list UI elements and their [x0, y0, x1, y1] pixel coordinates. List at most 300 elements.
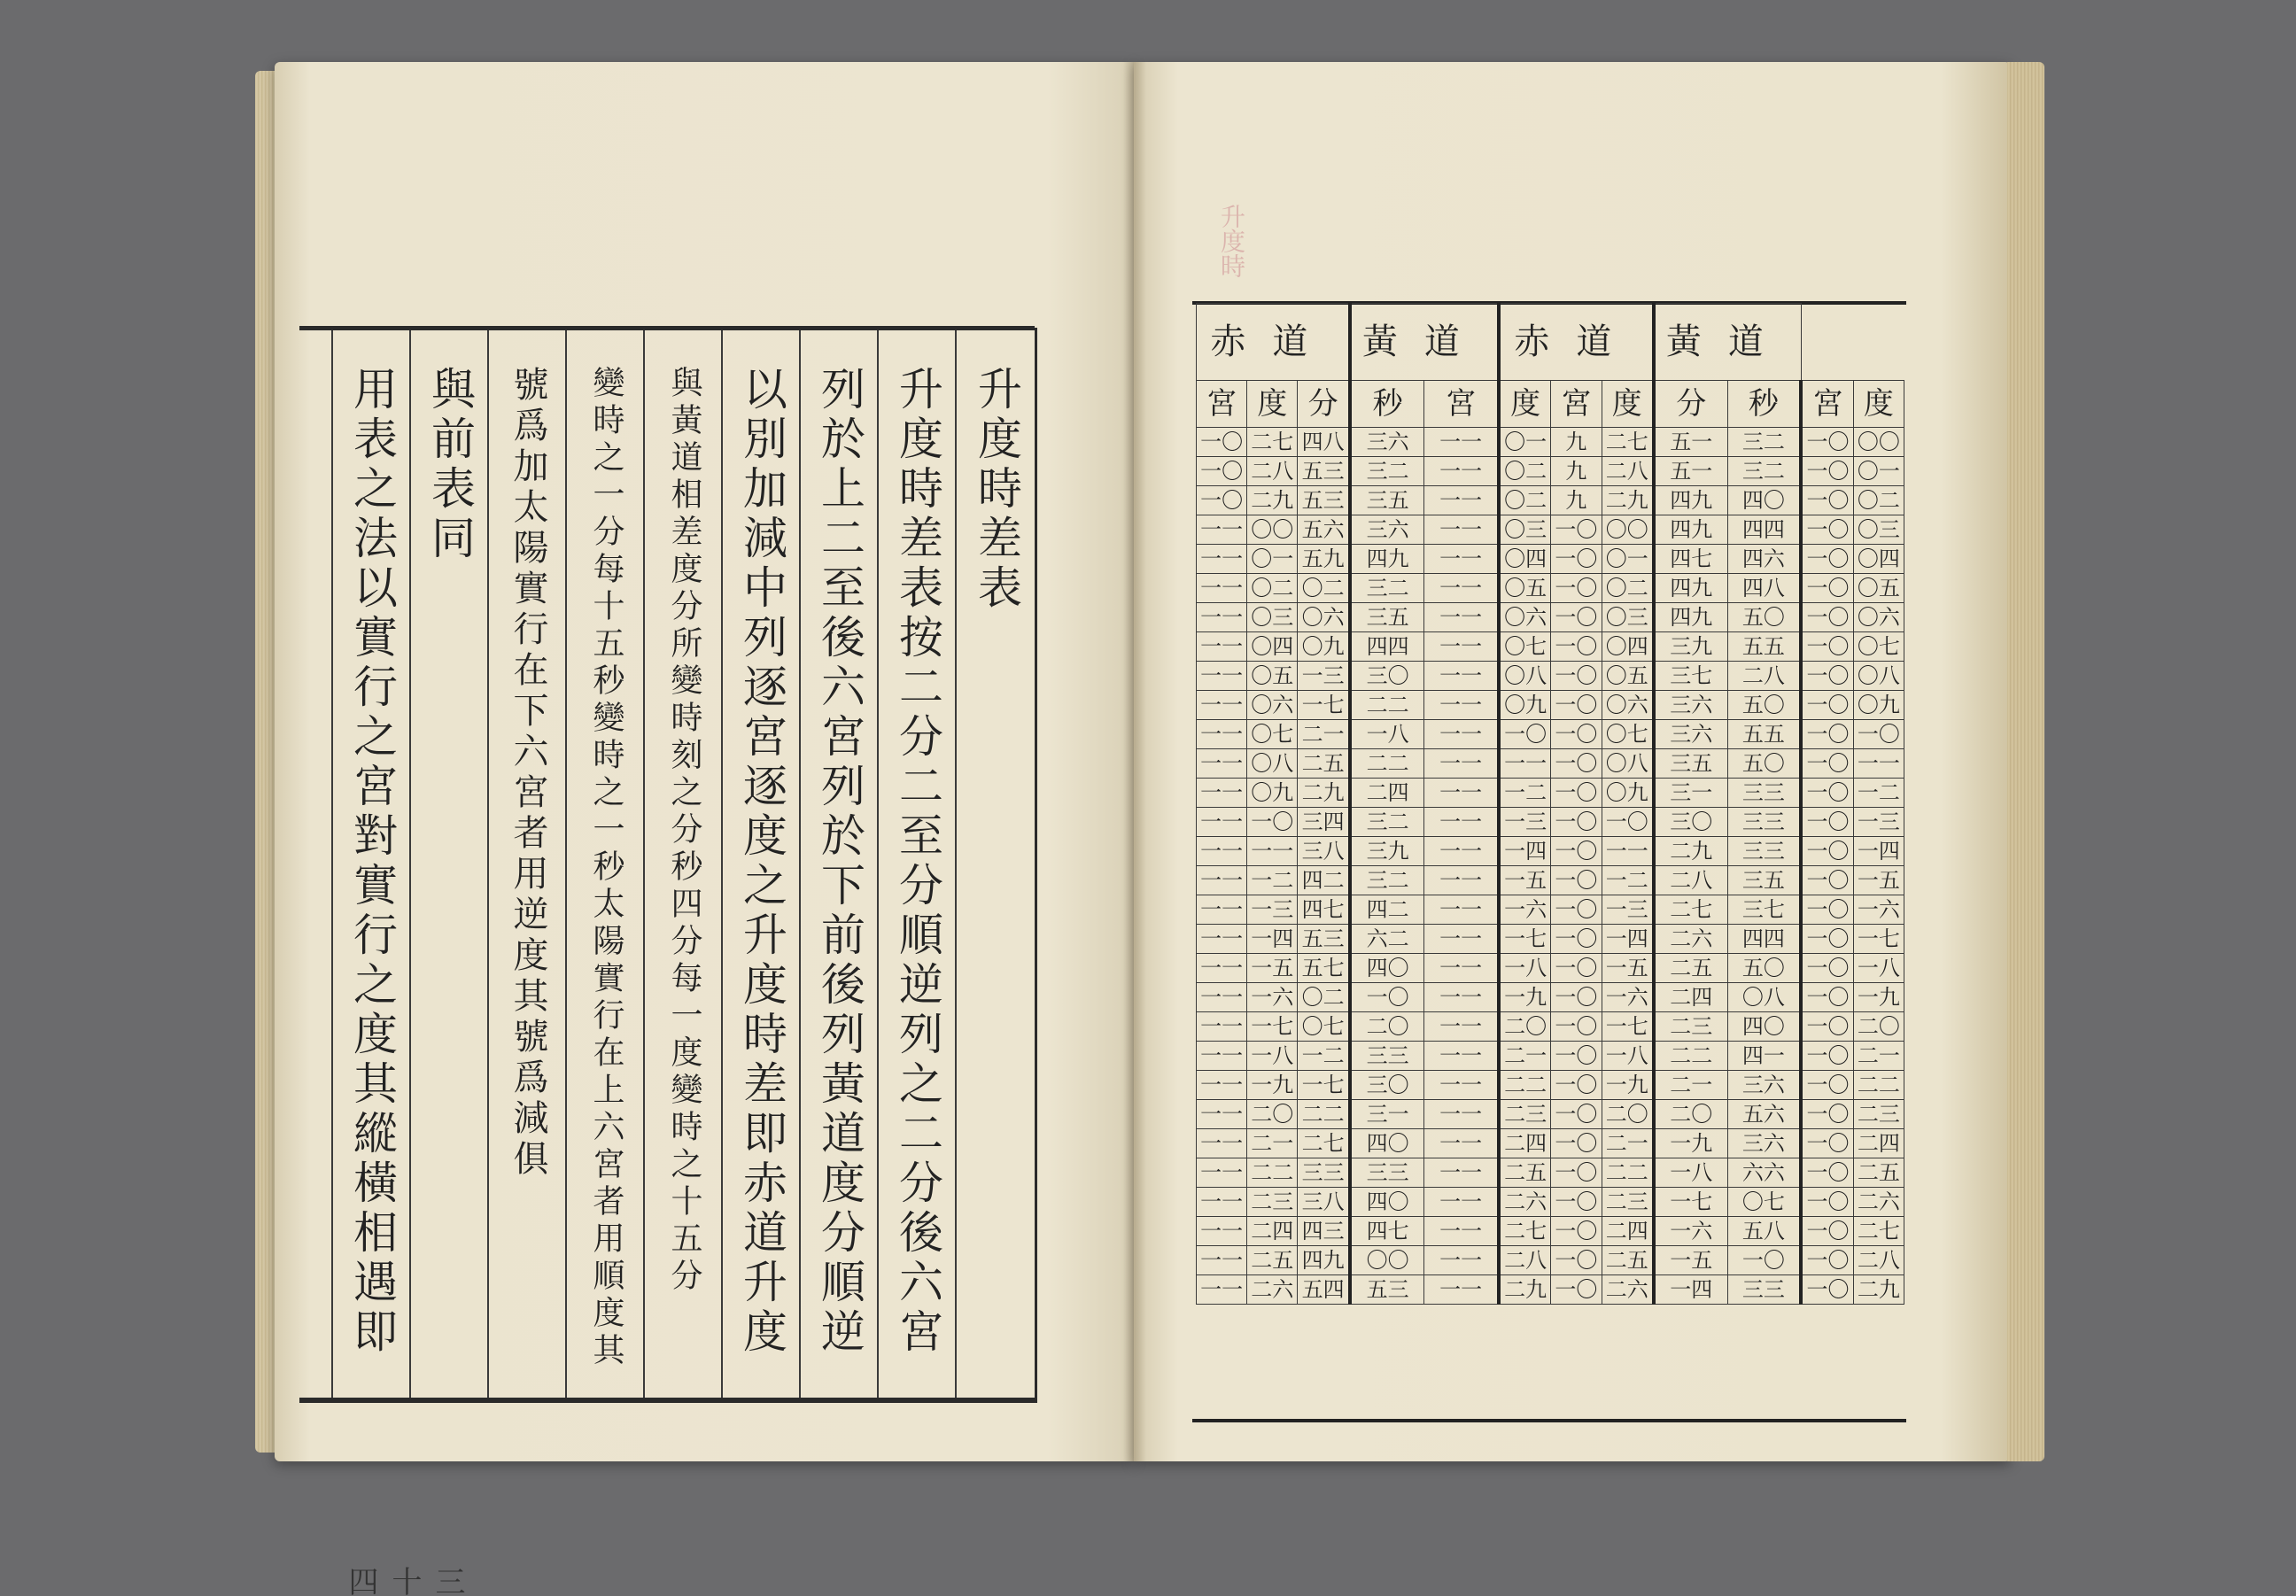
table-cell: 五七 [1298, 954, 1350, 983]
table-cell: 二四 [1654, 983, 1727, 1012]
table-cell: 二七 [1499, 1217, 1551, 1246]
table-cell: 一〇 [1801, 1158, 1853, 1188]
table-cell: 四七 [1654, 545, 1727, 574]
table-cell: 三三 [1727, 808, 1801, 837]
table-cell: 一二 [1853, 779, 1904, 808]
table-cell: 四二 [1298, 866, 1350, 895]
table-cell: 一〇 [1551, 662, 1602, 691]
table-cell: 一九 [1499, 983, 1551, 1012]
table-cell: 一三 [1853, 808, 1904, 837]
table-cell: 三五 [1350, 486, 1424, 515]
table-row [1197, 895, 1904, 925]
table-cell: 二一 [1298, 720, 1350, 749]
table-row [1197, 720, 1904, 749]
table-cell: 三一 [1350, 1100, 1424, 1129]
table-cell: 一〇 [1551, 603, 1602, 632]
table-cell: 二〇 [1654, 1100, 1727, 1129]
table-cell: 一一 [1197, 925, 1247, 954]
table-cell: 〇二 [1602, 574, 1654, 603]
table-cell: 四〇 [1350, 954, 1424, 983]
column-text: 與黃道相差度分所變時刻之分秒四分每一度變時之十五分 [666, 366, 702, 1296]
table-cell: 一〇 [1551, 837, 1602, 866]
table-cell: 一一 [1424, 837, 1499, 866]
table-cell: 九 [1551, 428, 1602, 457]
table-cell: 三九 [1350, 837, 1424, 866]
table-cell: 九 [1551, 486, 1602, 515]
table-cell: 三七 [1654, 662, 1727, 691]
table-cell: 一〇 [1801, 1246, 1853, 1275]
table-cell: 一五 [1853, 866, 1904, 895]
table-row [1197, 486, 1904, 515]
table-cell: 一五 [1602, 954, 1654, 983]
table-cell: 一六 [1602, 983, 1654, 1012]
table-cell: 二三 [1602, 1188, 1654, 1217]
table-cell: 〇二 [1499, 457, 1551, 486]
table-cell: 一一 [1424, 925, 1499, 954]
table-cell: 二八 [1499, 1246, 1551, 1275]
table-cell: 一〇 [1551, 632, 1602, 662]
table-cell: 一一 [1197, 866, 1247, 895]
table-cell: 一〇 [1801, 895, 1853, 925]
table-cell: 一〇 [1551, 720, 1602, 749]
table-cell: 三六 [1350, 428, 1424, 457]
table-row [1197, 779, 1904, 808]
table-cell: 〇六 [1499, 603, 1551, 632]
table-cell: 一二 [1499, 779, 1551, 808]
table-cell: 一一 [1197, 1188, 1247, 1217]
table-cell: 〇七 [1727, 1188, 1801, 1217]
table-cell: 一四 [1247, 925, 1298, 954]
table-cell: 一一 [1197, 691, 1247, 720]
table-cell: 三〇 [1350, 1071, 1424, 1100]
table-cell: 二一 [1247, 1129, 1298, 1158]
table-cell: 一一 [1424, 895, 1499, 925]
table-cell: 二〇 [1350, 1012, 1424, 1042]
folio-number: 三十四 [343, 1566, 465, 1596]
column-text: 列於上二至後六宮列於下前後列黃道度分順逆 [814, 366, 865, 1358]
table-cell: 五四 [1298, 1275, 1350, 1305]
table-cell: 五八 [1727, 1217, 1801, 1246]
table-cell: 一〇 [1801, 662, 1853, 691]
text-column [487, 330, 567, 1400]
table-group-header-row [1197, 304, 1904, 381]
table-cell: 〇〇 [1350, 1246, 1424, 1275]
table-cell: 二七 [1602, 428, 1654, 457]
table-cell: 一八 [1499, 954, 1551, 983]
table-row [1197, 1129, 1904, 1158]
table-cell: 五一 [1654, 457, 1727, 486]
text-column [409, 330, 489, 1400]
table-cell: 一一 [1424, 457, 1499, 486]
table-cell: 一〇 [1602, 808, 1654, 837]
table-cell: 四四 [1727, 925, 1801, 954]
table-cell: 一〇 [1801, 1071, 1853, 1100]
table-cell: 〇九 [1298, 632, 1350, 662]
table-cell: 〇三 [1853, 515, 1904, 545]
table-cell: 一二 [1602, 866, 1654, 895]
table-cell: 二六 [1247, 1275, 1298, 1305]
table-cell: 一一 [1197, 1012, 1247, 1042]
table-cell: 一一 [1424, 779, 1499, 808]
table-cell: 一一 [1197, 720, 1247, 749]
table-cell: 一七 [1298, 1071, 1350, 1100]
column-text: 用表之法以實行之宮對實行之度其縱橫相遇即 [346, 366, 398, 1358]
table-cell: 二七 [1298, 1129, 1350, 1158]
column-text: 變時之一分每十五秒變時之一秒太陽實行在上六宮者用順度其 [588, 366, 624, 1370]
table-body [1197, 428, 1904, 1305]
table-cell: 一〇 [1801, 632, 1853, 662]
table-cell: 一〇 [1801, 1275, 1853, 1305]
table-cell: 一三 [1247, 895, 1298, 925]
table-cell: 一〇 [1197, 457, 1247, 486]
table-cell: 〇二 [1247, 574, 1298, 603]
table-cell: 二七 [1654, 895, 1727, 925]
table-cell: 三三 [1727, 837, 1801, 866]
table-cell: 一一 [1424, 545, 1499, 574]
table-cell: 一〇 [1551, 895, 1602, 925]
table-cell: 一一 [1197, 1100, 1247, 1129]
table-cell: 一一 [1197, 808, 1247, 837]
table-cell: 一〇 [1551, 691, 1602, 720]
table-cell: 一〇 [1551, 1100, 1602, 1129]
table-cell: 二二 [1350, 749, 1424, 779]
table-cell: 一一 [1424, 662, 1499, 691]
table-cell: 三三 [1350, 1158, 1424, 1188]
table-cell: 〇〇 [1853, 428, 1904, 457]
table-cell: 三三 [1727, 779, 1801, 808]
table-cell: 二一 [1499, 1042, 1551, 1071]
table-cell: 一〇 [1801, 603, 1853, 632]
table-cell: 〇一 [1602, 545, 1654, 574]
table-cell: 一〇 [1551, 1246, 1602, 1275]
table-cell: 〇八 [1247, 749, 1298, 779]
table-cell: 一六 [1247, 983, 1298, 1012]
table-row [1197, 1071, 1904, 1100]
table-cell: 二〇 [1602, 1100, 1654, 1129]
table-cell: 一一 [1424, 866, 1499, 895]
table-row [1197, 545, 1904, 574]
table-cell: 三三 [1727, 1275, 1801, 1305]
table-cell: 一〇 [1801, 1188, 1853, 1217]
table-cell: 一一 [1424, 1188, 1499, 1217]
table-cell: 四六 [1727, 545, 1801, 574]
table-cell: 一〇 [1551, 1158, 1602, 1188]
table-cell: 三〇 [1654, 808, 1727, 837]
table-cell: 四七 [1350, 1217, 1424, 1246]
table-cell: 二八 [1727, 662, 1801, 691]
column-text: 升度時差表 [971, 366, 1022, 614]
table-cell: 四九 [1654, 574, 1727, 603]
table-cell: 四八 [1727, 574, 1801, 603]
table-row [1197, 837, 1904, 866]
table-cell: 二〇 [1853, 1012, 1904, 1042]
table-cell: 二三 [1247, 1188, 1298, 1217]
table-row [1197, 1012, 1904, 1042]
table-cell: 三四 [1298, 808, 1350, 837]
table-cell: 四一 [1727, 1042, 1801, 1071]
table-cell: 二四 [1350, 779, 1424, 808]
left-page [275, 62, 1134, 1596]
table-cell: 三二 [1727, 428, 1801, 457]
table-cell: 一〇 [1551, 983, 1602, 1012]
table-cell: 一〇 [1801, 574, 1853, 603]
table-cell: 一一 [1197, 632, 1247, 662]
table-cell: 四〇 [1727, 486, 1801, 515]
table-cell: 〇八 [1727, 983, 1801, 1012]
table-cell: 一〇 [1551, 925, 1602, 954]
table-cell: 〇六 [1298, 603, 1350, 632]
table-row [1197, 574, 1904, 603]
table-row [1197, 749, 1904, 779]
subheader: 度 [1247, 381, 1298, 428]
table-cell: 一〇 [1551, 574, 1602, 603]
table-cell: 一四 [1853, 837, 1904, 866]
table-cell: 一九 [1853, 983, 1904, 1012]
table-cell: 〇四 [1247, 632, 1298, 662]
table-cell: 一九 [1654, 1129, 1727, 1158]
table-cell: 六二 [1350, 925, 1424, 954]
table-cell: 〇七 [1247, 720, 1298, 749]
table-row [1197, 1042, 1904, 1071]
table-cell: 一〇 [1801, 954, 1853, 983]
table-cell: 一〇 [1551, 545, 1602, 574]
table-cell: 一一 [1197, 1246, 1247, 1275]
table-cell: 一一 [1424, 749, 1499, 779]
table-cell: 〇四 [1499, 545, 1551, 574]
table-cell: 一〇 [1551, 1217, 1602, 1246]
table-cell: 二五 [1247, 1246, 1298, 1275]
table-cell: 二二 [1853, 1071, 1904, 1100]
table-cell: 一一 [1424, 691, 1499, 720]
table-cell: 〇三 [1602, 603, 1654, 632]
table-cell: 二三 [1853, 1100, 1904, 1129]
table-cell: 一一 [1424, 1042, 1499, 1071]
table-cell: 一一 [1424, 1217, 1499, 1246]
table-cell: 五三 [1298, 925, 1350, 954]
table-cell: 四九 [1350, 545, 1424, 574]
table-cell: 一〇 [1551, 779, 1602, 808]
table-cell: 一六 [1853, 895, 1904, 925]
table-cell: 一四 [1654, 1275, 1727, 1305]
table-cell: 五〇 [1727, 691, 1801, 720]
subheader: 秒 [1727, 381, 1801, 428]
table-cell: 三三 [1350, 1042, 1424, 1071]
table-cell: 一一 [1424, 720, 1499, 749]
subheader: 分 [1298, 381, 1350, 428]
table-cell: 一一 [1424, 1129, 1499, 1158]
table-cell: 一〇 [1801, 1217, 1853, 1246]
table-cell: 〇七 [1853, 632, 1904, 662]
table-cell: 一二 [1298, 1042, 1350, 1071]
table-row [1197, 1275, 1904, 1305]
table-row [1197, 428, 1904, 457]
table-cell: 四九 [1298, 1246, 1350, 1275]
table-cell: 三八 [1298, 1188, 1350, 1217]
subheader: 度 [1602, 381, 1654, 428]
table-cell: 二六 [1499, 1188, 1551, 1217]
table-cell: 五九 [1298, 545, 1350, 574]
table-cell: 一〇 [1551, 1012, 1602, 1042]
column-text: 以別加減中列逐宮逐度之升度時差即赤道升度 [736, 366, 787, 1358]
table-cell: 一〇 [1551, 1129, 1602, 1158]
table-cell: 一一 [1197, 779, 1247, 808]
table-cell: 五三 [1298, 457, 1350, 486]
table-row [1197, 866, 1904, 895]
table-cell: 一〇 [1801, 720, 1853, 749]
table-cell: 四八 [1298, 428, 1350, 457]
ascension-difference-table [1196, 303, 1904, 1305]
book-edge-right [2007, 62, 2044, 1461]
table-cell: 四九 [1654, 515, 1727, 545]
group-header: 黃道 [1654, 304, 1801, 381]
table-cell: 〇六 [1853, 603, 1904, 632]
table-cell: 一〇 [1551, 1188, 1602, 1217]
table-cell: 二一 [1654, 1071, 1727, 1100]
table-cell: 一一 [1197, 954, 1247, 983]
table-cell: 一〇 [1801, 749, 1853, 779]
table-cell: 一六 [1654, 1217, 1727, 1246]
table-cell: 一〇 [1350, 983, 1424, 1012]
table-cell: 三二 [1350, 866, 1424, 895]
table-cell: 二一 [1853, 1042, 1904, 1071]
table-row [1197, 1100, 1904, 1129]
table-cell: 一七 [1654, 1188, 1727, 1217]
table-subheader-row [1197, 381, 1904, 428]
table-cell: 一五 [1499, 866, 1551, 895]
table-cell: 六六 [1727, 1158, 1801, 1188]
table-cell: 二八 [1853, 1246, 1904, 1275]
text-column [643, 330, 723, 1400]
table-cell: 二七 [1853, 1217, 1904, 1246]
table-cell: 三三 [1298, 1158, 1350, 1188]
table-cell: 一八 [1654, 1158, 1727, 1188]
table-cell: 一一 [1197, 1071, 1247, 1100]
table-cell: 一七 [1853, 925, 1904, 954]
table-cell: 五三 [1298, 486, 1350, 515]
table-cell: 一〇 [1801, 691, 1853, 720]
table-cell: 二八 [1654, 866, 1727, 895]
table-cell: 三〇 [1350, 662, 1424, 691]
text-column [955, 330, 1036, 1400]
table-cell: 一四 [1602, 925, 1654, 954]
table-cell: 一一 [1197, 1042, 1247, 1071]
table-row [1197, 662, 1904, 691]
subheader: 度 [1853, 381, 1904, 428]
table-cell: 一一 [1197, 895, 1247, 925]
table-cell: 一六 [1499, 895, 1551, 925]
table-row [1197, 1217, 1904, 1246]
table-cell: 四〇 [1350, 1188, 1424, 1217]
table-cell: 一一 [1424, 1275, 1499, 1305]
table-cell: 三八 [1298, 837, 1350, 866]
table-cell: 三六 [1654, 691, 1727, 720]
table-cell: 一〇 [1801, 1129, 1853, 1158]
table-cell: 一〇 [1801, 428, 1853, 457]
table-cell: 〇八 [1602, 749, 1654, 779]
text-column [721, 330, 801, 1400]
subheader: 分 [1654, 381, 1727, 428]
table-row [1197, 1188, 1904, 1217]
table-cell: 一三 [1602, 895, 1654, 925]
table-cell: 一〇 [1801, 1100, 1853, 1129]
table-cell: 一一 [1424, 983, 1499, 1012]
table-cell: 一〇 [1197, 486, 1247, 515]
subheader: 秒 [1350, 381, 1424, 428]
table-cell: 一八 [1853, 954, 1904, 983]
table-cell: 〇五 [1499, 574, 1551, 603]
table-cell: 一八 [1602, 1042, 1654, 1071]
table-cell: 一一 [1424, 428, 1499, 457]
group-header: 赤道 [1499, 304, 1654, 381]
table-cell: 〇一 [1853, 457, 1904, 486]
table-cell: 三一 [1654, 779, 1727, 808]
table-cell: 三五 [1654, 749, 1727, 779]
table-cell: 二四 [1499, 1129, 1551, 1158]
table-cell: 二六 [1853, 1188, 1904, 1217]
table-cell: 〇二 [1499, 486, 1551, 515]
table-cell: 二三 [1654, 1012, 1727, 1042]
table-row [1197, 1246, 1904, 1275]
table-cell: 〇九 [1499, 691, 1551, 720]
table-cell: 一一 [1197, 837, 1247, 866]
table-cell: 一一 [1499, 749, 1551, 779]
table-cell: 二八 [1602, 457, 1654, 486]
table-cell: 一三 [1499, 808, 1551, 837]
table-cell: 二九 [1499, 1275, 1551, 1305]
table-cell: 四四 [1727, 515, 1801, 545]
text-column [877, 330, 957, 1400]
table-cell: 〇四 [1853, 545, 1904, 574]
table-cell: 四三 [1298, 1217, 1350, 1246]
table-cell: 一七 [1247, 1012, 1298, 1042]
table-cell: 一七 [1602, 1012, 1654, 1042]
table-cell: 一四 [1499, 837, 1551, 866]
table-cell: 二九 [1602, 486, 1654, 515]
table-cell: 一〇 [1197, 428, 1247, 457]
table-cell: 一一 [1424, 574, 1499, 603]
table-cell: 一一 [1424, 808, 1499, 837]
table-cell: 五一 [1654, 428, 1727, 457]
table-cell: 一一 [1197, 603, 1247, 632]
table-cell: 四四 [1350, 632, 1424, 662]
table-cell: 〇七 [1298, 1012, 1350, 1042]
subheader: 度 [1499, 381, 1551, 428]
table-cell: 一〇 [1801, 486, 1853, 515]
table-cell: 二七 [1247, 428, 1298, 457]
table-cell: 〇六 [1247, 691, 1298, 720]
group-header: 赤道 [1197, 304, 1350, 381]
table-cell: 一一 [1197, 1275, 1247, 1305]
table-cell: 一〇 [1801, 866, 1853, 895]
table-cell: 一〇 [1801, 779, 1853, 808]
table-cell: 一八 [1350, 720, 1424, 749]
table-cell: 一一 [1602, 837, 1654, 866]
table-cell: 二二 [1298, 1100, 1350, 1129]
text-column [565, 330, 645, 1400]
table-row [1197, 925, 1904, 954]
table-cell: 一一 [1197, 749, 1247, 779]
table-cell: 一一 [1424, 515, 1499, 545]
table-cell: 二二 [1654, 1042, 1727, 1071]
table-cell: 五〇 [1727, 749, 1801, 779]
table-cell: 三六 [1654, 720, 1727, 749]
table-cell: 〇七 [1499, 632, 1551, 662]
table-cell: 二四 [1853, 1129, 1904, 1158]
table-cell: 五〇 [1727, 603, 1801, 632]
column-text: 號爲加太陽實行在下六宮者用逆度其號爲減俱 [508, 366, 548, 1181]
table-cell: 三五 [1727, 866, 1801, 895]
table-cell: 二二 [1602, 1158, 1654, 1188]
